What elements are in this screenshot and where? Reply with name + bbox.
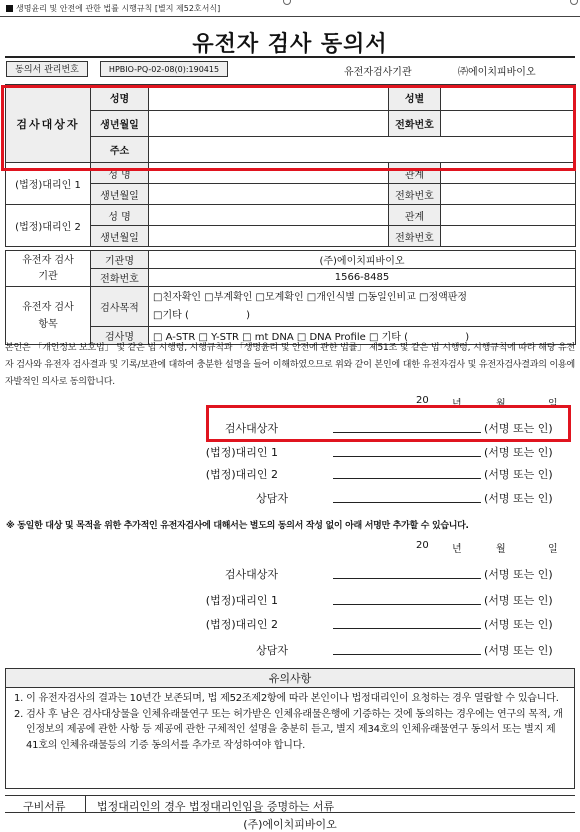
- sign-row[interactable]: 상담자 (서명 또는 인): [256, 644, 553, 657]
- sign-row[interactable]: (법정)대리인 2 (서명 또는 인): [205, 468, 553, 481]
- signature-highlight-box: [206, 405, 571, 442]
- guardian1-birth-field[interactable]: [149, 184, 389, 205]
- guardian2-name-label: 성 명: [91, 205, 149, 226]
- guardian2-phone-field[interactable]: [441, 226, 576, 247]
- header-rule: [0, 16, 580, 17]
- institution-org-label: 기관명: [91, 251, 149, 269]
- caution-item-1: 1. 이 유전자검사의 결과는 10년간 보존되며, 법 제52조제2항에 따라 본인이나 법정대리인이 요청하는 경우 열람할 수 있습니다.: [14, 693, 559, 704]
- guardian2-relation-label: 관계: [389, 205, 441, 226]
- test-label: 검사명: [91, 327, 149, 345]
- sign-row[interactable]: (법정)대리인 2 (서명 또는 인): [205, 618, 553, 631]
- sign-row[interactable]: 검사대상자 (서명 또는 인): [224, 422, 553, 435]
- institution-tel-label: 전화번호: [91, 269, 149, 287]
- sign-row[interactable]: 상담자 (서명 또는 인): [256, 492, 553, 505]
- mgmt-value: HPBIO-PQ-02-08(0):190415: [100, 61, 228, 77]
- docs-value: 법정대리인의 경우 법정대리인임을 증명하는 서류: [97, 800, 335, 813]
- header-note: 생명윤리 및 안전에 관한 법률 시행규칙 [별지 제52호서식]: [6, 3, 386, 14]
- caution-title: 유의사항: [5, 668, 575, 688]
- mgmt-label: 동의서 관리번호: [6, 61, 88, 77]
- subject-highlight-box: [1, 85, 576, 171]
- page-title: 유전자 검사 동의서: [192, 32, 388, 57]
- signature-line[interactable]: [333, 456, 481, 457]
- signature-line[interactable]: [333, 502, 481, 503]
- subject-phone-label: 전화번호: [389, 111, 441, 137]
- purpose-label: 검사목적: [91, 287, 149, 327]
- sign-row[interactable]: (법정)대리인 1 (서명 또는 인): [205, 594, 553, 607]
- signature-line[interactable]: [333, 604, 481, 605]
- date-line-2: 20 년 월 일: [416, 540, 558, 555]
- caution-body: [5, 688, 575, 789]
- signature-line[interactable]: [333, 654, 481, 655]
- guardian2-label: (법정)대리인 2: [6, 205, 91, 247]
- subject-gender-label: 성별: [389, 85, 441, 111]
- guardian1-relation-label: 관계: [389, 163, 441, 184]
- guardian2-birth-label: 생년월일: [91, 226, 149, 247]
- signature-line[interactable]: [333, 628, 481, 629]
- docs-divider: [85, 796, 86, 812]
- agency-label: 유전자검사기관: [344, 67, 412, 78]
- institution-tel-value: 1566-8485: [149, 269, 576, 287]
- test-options[interactable]: □ A-STR □ Y-STR □ mt DNA □ DNA Profile □ 기타 ( ): [149, 327, 576, 345]
- items-label: 유전자 검사항목: [6, 287, 91, 345]
- docs-label: 구비서류: [23, 800, 66, 813]
- subject-birth-label: 생년월일: [91, 111, 149, 137]
- guardian1-birth-label: 생년월일: [91, 184, 149, 205]
- guardian1-label: (법정)대리인 1: [6, 163, 91, 205]
- institution-org-value: (주)에이치피바이오: [149, 251, 576, 269]
- agency-value: ㈜에이치피바이오: [458, 67, 536, 78]
- guardian1-name-label: 성 명: [91, 163, 149, 184]
- caution-item-2: 2. 검사 후 남은 검사대상물을 인체유래물연구 또는 허가받은 인체유래물은행에 기증하는 것에 동의하는 경우에는 연구의 목적, 개인정보의 제공에 관한 사항 등 제공에 관한 구체적인 설명을 충분히 듣고, 별지 제34호의 인체유래물연구 동의서 또는 별지 제41호의 인체유래물등의 기증 동의서를 추가로 작성하여야 합니다.: [14, 708, 563, 751]
- corner-handle-icon: [570, 0, 578, 5]
- sign-row[interactable]: 검사대상자 (서명 또는 인): [224, 568, 553, 581]
- institution-label: 유전자 검사기관: [6, 251, 91, 287]
- guardian1-phone-field[interactable]: [441, 184, 576, 205]
- signature-line[interactable]: [333, 478, 481, 479]
- guardian2-birth-field[interactable]: [149, 226, 389, 247]
- footer-company: (주)에이치피바이오: [243, 818, 337, 831]
- subject-name-label: 성명: [91, 85, 149, 111]
- subject-address-label: 주소: [91, 137, 149, 163]
- additional-sign-notice: ※ 동일한 대상 및 목적을 위한 추가적인 유전자검사에 대해서는 별도의 동의서 작성 없이 아래 서명만 추가할 수 있습니다.: [6, 521, 469, 531]
- subject-section-label: 검사대상자: [6, 85, 91, 163]
- guardian2-relation-field[interactable]: [441, 205, 576, 226]
- guardian2-phone-label: 전화번호: [389, 226, 441, 247]
- title-rule: [5, 56, 575, 58]
- header-square-icon: [6, 5, 13, 12]
- docs-row: [5, 795, 575, 813]
- guardian2-name-field[interactable]: [149, 205, 389, 226]
- consent-text: 본인은 「개인정보 보호법」 및 같은 법 시행령, 시행규칙과 「생명윤리 및 안전에 관한 법률」 제51조 및 같은 법 시행령, 시행규칙에 따라 해당 유전자 검사와 유전자 검사결과 및 기록/보관에 대하여 충분한 설명을 들어 이해하였으므로 위와 같이 본인에 대한 유전자검사 및 유전자검사결과의 이용에 자발적인 의사로 동의합니다.: [5, 343, 575, 387]
- purpose-options[interactable]: □친자확인 □부계확인 □모계확인 □개인식별 □동일인비교 □정액판정 □기타 ( ): [149, 287, 576, 327]
- guardian1-phone-label: 전화번호: [389, 184, 441, 205]
- sign-row[interactable]: (법정)대리인 1 (서명 또는 인): [205, 446, 553, 459]
- date-line-1: 20 년 월 일: [416, 395, 558, 410]
- signature-line[interactable]: [333, 578, 481, 579]
